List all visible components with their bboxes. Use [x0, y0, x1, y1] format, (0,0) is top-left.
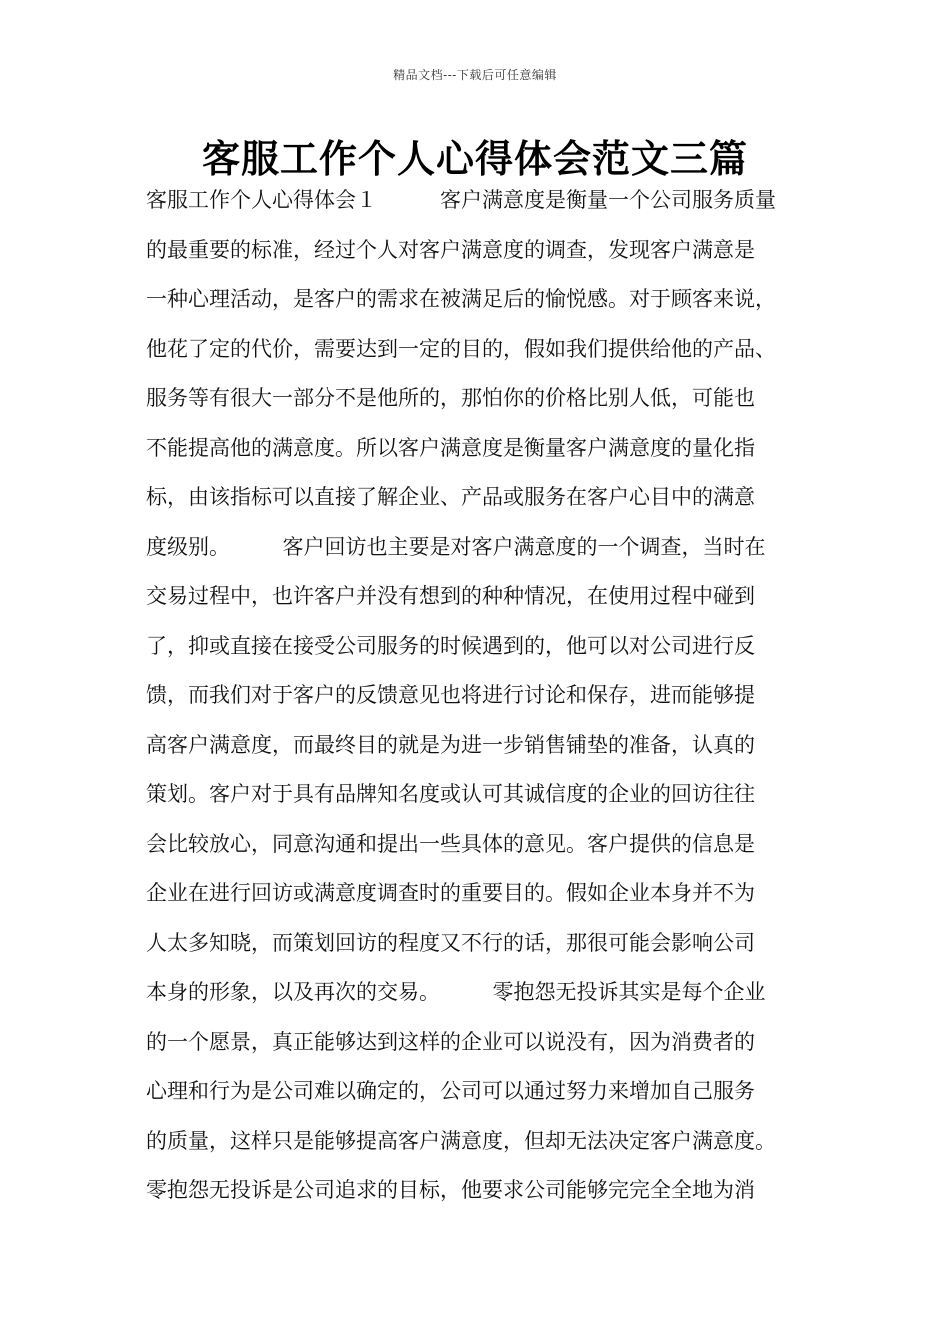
text-line: 的一个愿景，真正能够达到这样的企业可以说没有，因为消费者的	[146, 1029, 755, 1054]
text-line: 的质量，这样只是能够提高客户满意度，但却无法决定客户满意度。	[146, 1128, 776, 1153]
text-line: 度级别。 客户回访也主要是对客户满意度的一个调查，当时在	[146, 534, 766, 559]
text-line: 标，由该指标可以直接了解企业、产品或服务在客户心目中的满意	[146, 485, 755, 509]
text-line: 的最重要的标准，经过个人对客户满意度的调查，发现客户满意是	[146, 237, 755, 262]
text-line: 高客户满意度，而最终目的就是为进一步销售铺垫的准备，认真的	[146, 732, 755, 757]
text-line: 客服工作个人心得体会１ 客户满意度是衡量一个公司服务质量	[146, 188, 776, 212]
text-line: 心理和行为是公司难以确定的，公司可以通过努力来增加自己服务	[146, 1079, 755, 1103]
text-line: 他花了定的代价，需要达到一定的目的，假如我们提供给他的产品、	[146, 336, 776, 361]
text-line: 服务等有很大一部分不是他所的，那怕你的价格比别人低，可能也	[146, 386, 755, 410]
text-line: 馈，而我们对于客户的反馈意见也将进行讨论和保存，进而能够提	[146, 683, 755, 707]
text-line: 企业在进行回访或满意度调查时的重要目的。假如企业本身并不为	[146, 881, 755, 905]
body-text	[146, 182, 818, 1222]
text-line: 零抱怨无投诉是公司追求的目标，他要求公司能够完完全全地为消	[146, 1178, 755, 1202]
text-line: 交易过程中，也许客户并没有想到的种种情况，在使用过程中碰到	[146, 584, 755, 608]
header-note: 精品文档---下载后可任意编辑	[393, 68, 557, 82]
text-line: 本身的形象，以及再次的交易。 零抱怨无投诉其实是每个企业	[146, 980, 766, 1004]
document-title: 客服工作个人心得体会范文三篇	[201, 137, 748, 181]
text-line: 会比较放心，同意沟通和提出一些具体的意见。客户提供的信息是	[146, 831, 755, 856]
text-line: 不能提高他的满意度。所以客户满意度是衡量客户满意度的量化指	[146, 435, 755, 460]
text-line: 人太多知晓，而策划回访的程度又不行的话，那很可能会影响公司	[146, 930, 755, 955]
text-line: 策划。客户对于具有品牌知名度或认可其诚信度的企业的回访往往	[146, 782, 755, 806]
text-line: 一种心理活动，是客户的需求在被满足后的愉悦感。对于顾客来说，	[146, 287, 776, 311]
text-line: 了，抑或直接在接受公司服务的时候遇到的，他可以对公司进行反	[146, 633, 755, 658]
